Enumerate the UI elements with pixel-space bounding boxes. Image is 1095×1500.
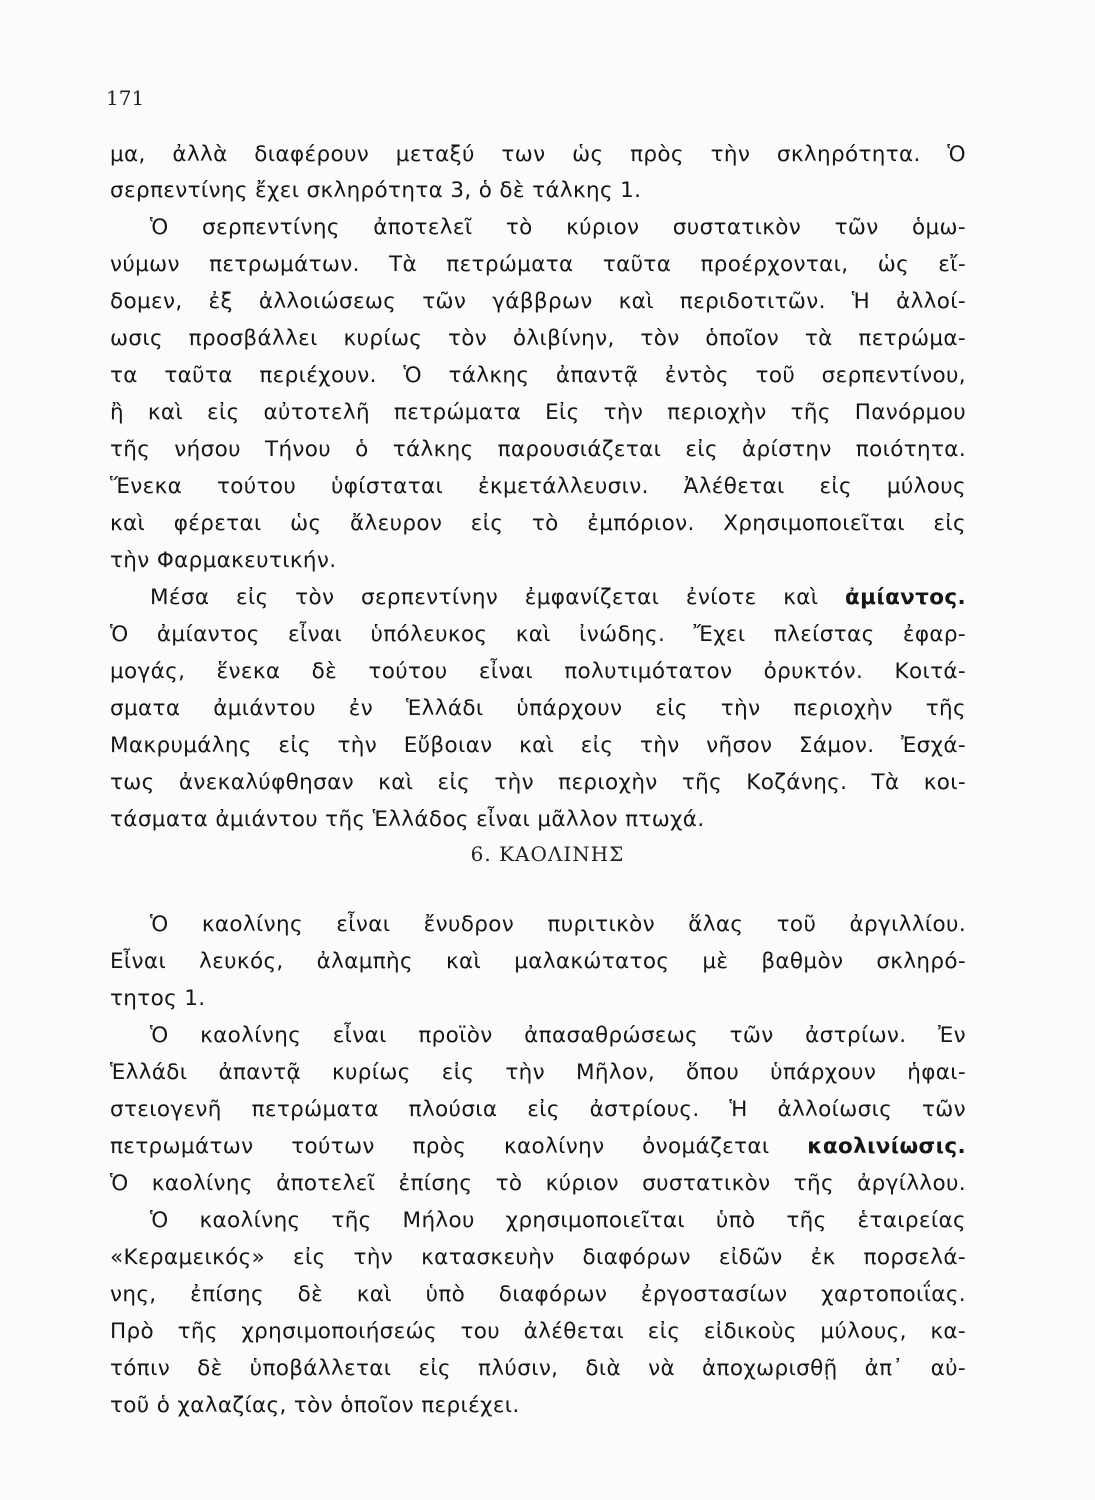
text-line: στειογενῆ πετρώματα πλούσια εἰς ἀστρίους. Ἡ ἀλλοίωσις τῶν (110, 1097, 966, 1122)
text-line: καὶ φέρεται ὡς ἄλευρον εἰς τὸ ἐμπόριον. Χρησιμοποιεῖται εἰς (110, 511, 966, 536)
text-line: «Κεραμεικός» εἰς τὴν κατασκευὴν διαφόρων εἰδῶν ἐκ πορσελά- (110, 1245, 966, 1270)
kaolinosis-term: καολινίωσις. (807, 1134, 966, 1159)
text-line-kaolinosis (110, 1132, 966, 1162)
text-line: τητος 1. (110, 986, 206, 1011)
text-line: δομεν, ἐξ ἀλλοιώσεως τῶν γάββρων καὶ περιδοτιτῶν. Ἡ ἀλλοί- (110, 289, 966, 314)
text-line: Ὁ ἀμίαντος εἶναι ὑπόλευκος καὶ ἰνώδης. Ἔχει πλείστας ἐφαρ- (110, 622, 966, 647)
text-line: Μακρυμάλης εἰς τὴν Εὔβοιαν καὶ εἰς τὴν νῆσον Σάμον. Ἐσχά- (110, 733, 966, 758)
text-line: Πρὸ τῆς χρησιμοποιήσεώς του ἀλέθεται εἰς εἰδικοὺς μύλους, κα- (110, 1319, 966, 1344)
text-line: τα ταῦτα περιέχουν. Ὁ τάλκης ἀπαντᾷ ἐντὸς τοῦ σερπεντίνου, (110, 363, 966, 388)
amiantos-lead: Μέσα εἰς τὸν σερπεντίνην ἐμφανίζεται ἐνίοτε καὶ (150, 585, 819, 610)
text-line: Ἑλλάδι ἀπαντᾷ κυρίως εἰς τὴν Μῆλον, ὅπου ὑπάρχουν ἡφαι- (110, 1060, 966, 1085)
text-line: νης, ἐπίσης δὲ καὶ ὑπὸ διαφόρων ἐργοστασίων χαρτοποιΐας. (110, 1282, 966, 1307)
text-line: σματα ἀμιάντου ἐν Ἑλλάδι ὑπάρχουν εἰς τὴν περιοχὴν τῆς (110, 696, 966, 721)
text-line: τόπιν δὲ ὑποβάλλεται εἰς πλύσιν, διὰ νὰ ἀποχωρισθῇ ἀπ᾿ αὐ- (110, 1356, 966, 1381)
text-line: ἢ καὶ εἰς αὐτοτελῆ πετρώματα Εἰς τὴν περιοχὴν τῆς Πανόρμου (110, 400, 966, 425)
text-line: τοῦ ὁ χαλαζίας, τὸν ὁποῖον περιέχει. (110, 1393, 520, 1418)
amiantos-term: ἀμίαντος. (845, 585, 966, 610)
kaolinosis-lead: πετρωμάτων τούτων πρὸς καολίνην ὀνομάζεται (110, 1134, 770, 1159)
section-heading: 6. ΚΑΟΛΙΝΗΣ (470, 842, 625, 866)
text-line: μα, ἀλλὰ διαφέρουν μεταξύ των ὡς πρὸς τὴν σκληρότητα. Ὁ (110, 142, 966, 167)
text-line: νύμων πετρωμάτων. Τὰ πετρώματα ταῦτα προέρχονται, ὡς εἴ- (110, 252, 966, 277)
text-line: Ὁ σερπεντίνης ἀποτελεῖ τὸ κύριον συστατικὸν τῶν ὁμω- (150, 215, 966, 240)
text-line: ωσις προσβάλλει κυρίως τὸν ὀλιβίνην, τὸν ὁποῖον τὰ πετρώμα- (110, 326, 966, 351)
text-line: Ὁ καολίνης ἀποτελεῖ ἐπίσης τὸ κύριον συστατικὸν τῆς ἀργίλλου. (110, 1171, 966, 1196)
text-line: τως ἀνεκαλύφθησαν καὶ εἰς τὴν περιοχὴν τῆς Κοζάνης. Τὰ κοι- (110, 770, 966, 795)
page-number: 171 (106, 86, 145, 110)
text-line: Ὁ καολίνης τῆς Μήλου χρησιμοποιεῖται ὑπὸ τῆς ἑταιρείας (150, 1208, 966, 1233)
text-line: Ὁ καολίνης εἶναι προϊὸν ἀπασαθρώσεως τῶν ἀστρίων. Ἐν (150, 1023, 966, 1048)
text-line-amiantos (150, 583, 966, 613)
text-line: Εἶναι λευκός, ἀλαμπὴς καὶ μαλακώτατος μὲ βαθμὸν σκληρό- (110, 949, 966, 974)
text-line: Ὁ καολίνης εἶναι ἔνυδρον πυριτικὸν ἅλας τοῦ ἀργιλλίου. (150, 912, 966, 937)
text-line: τὴν Φαρμακευτικήν. (110, 548, 337, 573)
text-line: τῆς νήσου Τήνου ὁ τάλκης παρουσιάζεται εἰς ἀρίστην ποιότητα. (110, 437, 966, 462)
text-line: σερπεντίνης ἔχει σκληρότητα 3, ὁ δὲ τάλκης 1. (110, 178, 642, 203)
text-line: μογάς, ἕνεκα δὲ τούτου εἶναι πολυτιμότατον ὀρυκτόν. Κοιτά- (110, 659, 966, 684)
text-line: τάσματα ἀμιάντου τῆς Ἑλλάδος εἶναι μᾶλλον πτωχά. (110, 807, 705, 832)
text-line: Ἕνεκα τούτου ὑφίσταται ἐκμετάλλευσιν. Ἀλέθεται εἰς μύλους (110, 474, 966, 499)
